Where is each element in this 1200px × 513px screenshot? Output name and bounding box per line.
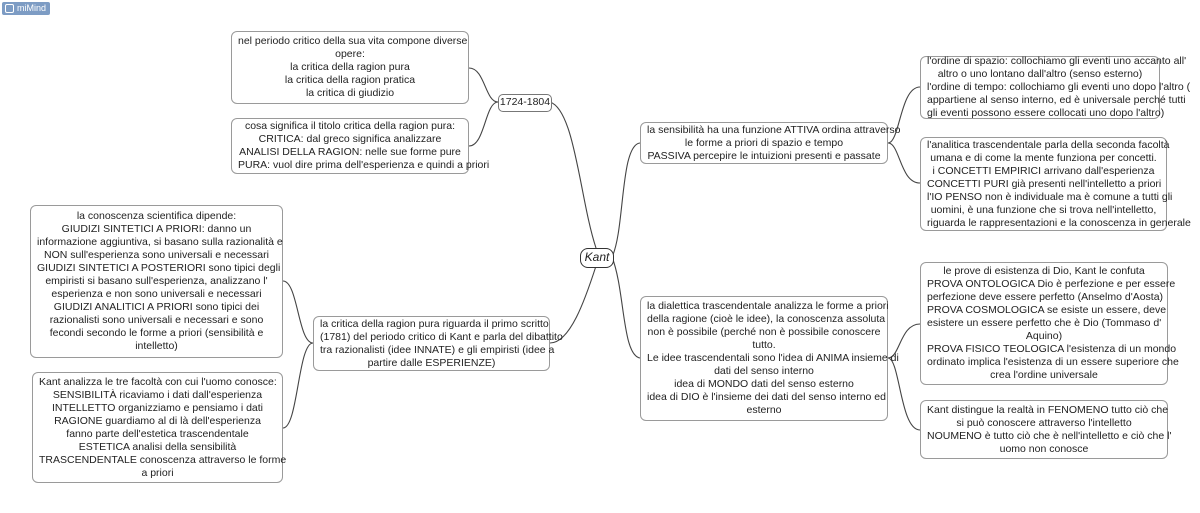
node-text-line: Le idee trascendentali sono l'idea di ANIMA insieme di <box>647 352 899 364</box>
node-text-line: nel periodo critico della sua vita compone diverse <box>238 35 468 47</box>
node-text-line: intelletto) <box>135 340 178 352</box>
node-text-line: esistere un essere perfetto che è Dio (Tommaso d' <box>927 317 1162 329</box>
node-text-line: della ragione (cioè le idee), la conoscenza assoluta <box>647 313 886 325</box>
link-kant-sensibilita <box>612 143 640 257</box>
node-spazio-tempo[interactable] <box>920 55 1191 119</box>
node-text-line: tra razionalisti (idee INNATE) e gli empiristi (idee a <box>320 343 555 356</box>
link-date-titolo <box>469 102 498 146</box>
node-text-line: idea di DIO è l'insieme dei dati del senso interno ed <box>647 391 886 403</box>
node-text-line: l'ordine di tempo: collochiamo gli eventi uno dopo l'altro ( <box>927 81 1191 93</box>
node-text-line: la critica della ragion pura <box>290 61 410 73</box>
node-text-line: dati del senso interno <box>714 365 814 377</box>
node-text-line: la critica della ragion pura riguarda il primo scritto <box>320 317 549 330</box>
node-text-line: altro o uno lontano dall'altro (senso esterno) <box>937 68 1143 80</box>
node-date[interactable]: 1724-1804 <box>498 94 552 112</box>
node-text-line: Kant distingue la realtà in FENOMENO tutto ciò che <box>927 403 1169 416</box>
node-text-line: idea di MONDO dati del senso esterno <box>674 378 854 390</box>
mimind-logo-icon <box>5 4 14 13</box>
node-text-line: TRASCENDENTALE conoscenza attraverso le forme <box>39 453 287 466</box>
node-text-line: tutto. <box>752 339 776 351</box>
node-text-line: esterno <box>746 404 782 416</box>
node-text-line: uomo non conosce <box>999 442 1089 455</box>
node-text-line: riguarda le rappresentazioni e la conoscenza in generale <box>927 216 1191 229</box>
node-text-line: SENSIBILITÀ ricaviamo i dati dall'esperienza <box>52 388 263 401</box>
node-conoscenza[interactable] <box>30 205 283 358</box>
node-text-line: perfezione deve essere perfetto (Anselmo d'Aosta) <box>927 291 1164 303</box>
node-text-line: ESTETICA analisi della sensibilità <box>78 440 237 453</box>
node-text-line: PROVA FISICO TEOLOGICA l'esistenza di un mondo <box>927 343 1177 355</box>
node-text-line: cosa significa il titolo critica della ragion pura: <box>244 120 456 132</box>
link-kant-dialettica <box>612 257 640 358</box>
node-text-line: fecondi secondo le forme a priori (sensibilità e <box>49 327 264 339</box>
mimind-badge[interactable] <box>2 2 50 15</box>
node-text-line: la sensibilità ha una funzione ATTIVA ordina attraverso <box>647 123 901 136</box>
node-titolo[interactable] <box>231 118 490 174</box>
node-text-line: partire dalle ESPERIENZE) <box>367 356 496 369</box>
node-text-line: umana e di come la mente funziona per concetti. <box>930 151 1157 164</box>
node-text-line: GIUDIZI SINTETICI A POSTERIORI sono tipici degli <box>37 262 281 274</box>
node-text-line: ordinato implica l'esistenza di un essere superiore che <box>927 356 1179 368</box>
node-text-line: appartiene al senso interno, ed è universale perché tutti <box>927 94 1186 106</box>
link-dial-fenomeno <box>888 358 920 430</box>
node-text-line: (1781) del periodo critico di Kant e parla del dibattito <box>320 330 563 343</box>
node-text-line: l'analitica trascendentale parla della seconda facoltà <box>927 138 1170 151</box>
node-text-line: razionalisti sono universali e necessari e sono <box>49 314 264 326</box>
node-text-line: la critica della ragion pratica <box>284 74 416 86</box>
node-text-line: gli eventi possono essere collocati uno dopo l'altro) <box>927 107 1165 119</box>
central-node-kant[interactable]: Kant <box>580 248 614 268</box>
node-text-line: Aquino) <box>1025 330 1063 342</box>
node-text-line: PASSIVA percepire le intuizioni presenti e passate <box>647 149 881 162</box>
node-text-line: le forme a priori di spazio e tempo <box>684 136 844 149</box>
node-text-line: PROVA ONTOLOGICA Dio è perfezione e per essere <box>927 278 1176 290</box>
node-text-line: si può conoscere attraverso l'intelletto <box>956 416 1132 429</box>
link-sens-analitica <box>888 143 920 183</box>
node-text-line: le prove di esistenza di Dio, Kant le confuta <box>943 265 1145 277</box>
link-critica-facolta <box>283 343 313 428</box>
node-opere[interactable] <box>231 31 469 104</box>
node-text-line: esperienza e non sono universali e necessari <box>51 288 262 300</box>
node-text-line: PROVA COSMOLOGICA se esiste un essere, deve <box>927 304 1167 316</box>
node-sensibilita[interactable] <box>640 122 901 164</box>
node-text-line: non è possibile (perché non è possibile conoscere <box>647 326 881 338</box>
node-text-line: l'IO PENSO non è individuale ma è comune a tutti gli <box>927 190 1173 203</box>
node-text-line: opere: <box>335 48 365 60</box>
link-date-opere <box>469 68 498 102</box>
node-text-line: INTELLETTO organizziamo e pensiamo i dati <box>51 401 264 414</box>
node-dialettica[interactable] <box>640 296 899 421</box>
node-text-line: CRITICA: dal greco significa analizzare <box>258 133 442 145</box>
node-text-line: informazione aggiuntiva, si basano sulla razionalità e <box>37 236 283 248</box>
link-kant-date <box>550 102 596 248</box>
node-text-line: a priori <box>141 466 174 479</box>
node-text-line: la dialettica trascendentale analizza le forme a priori <box>647 300 889 312</box>
node-text-line: GIUDIZI ANALITICI A PRIORI sono tipici dei <box>53 301 260 313</box>
node-text-line: la conoscenza scientifica dipende: <box>76 210 237 222</box>
node-text-line: NOUMENO è tutto ciò che è nell'intelletto e ciò che l' <box>927 429 1172 442</box>
node-text-line: uomini, è una funzione che si trova nell'intelletto, <box>930 203 1157 216</box>
node-text-line: l'ordine di spazio: collochiamo gli eventi uno accanto all' <box>927 55 1187 67</box>
node-text-line: empiristi si basano sull'esperienza, analizzano l' <box>45 275 268 287</box>
app-name: miMind <box>17 3 47 13</box>
node-text-line: ANALISI DELLA RAGION: nelle sue forme pure <box>239 146 461 158</box>
node-fenomeno[interactable] <box>920 400 1172 459</box>
node-facolta[interactable] <box>32 372 287 483</box>
node-text-line: RAGIONE guardiamo al di là dell'esperienza <box>54 414 261 427</box>
node-prove[interactable] <box>920 262 1179 385</box>
node-text-line: PURA: vuol dire prima dell'esperienza e quindi a priori <box>238 159 490 171</box>
node-critica[interactable] <box>313 316 563 371</box>
node-text-line: la critica di giudizio <box>305 87 395 99</box>
node-analitica[interactable] <box>920 137 1191 231</box>
node-text-line: crea l'ordine universale <box>990 369 1098 381</box>
node-text-line: GIUDIZI SINTETICI A PRIORI: danno un <box>61 223 252 235</box>
node-text-line: NON sull'esperienza sono universali e necessari <box>44 249 269 261</box>
node-text-line: fanno parte dell'estetica trascendentale <box>66 427 249 440</box>
node-text-line: CONCETTI PURI già presenti nell'intelletto a priori <box>927 177 1162 190</box>
node-text-line: Kant analizza le tre facoltà con cui l'uomo conosce: <box>39 375 277 388</box>
link-critica-conoscenza <box>283 281 313 343</box>
node-text-line: i CONCETTI EMPIRICI arrivano dall'esperienza <box>932 164 1155 177</box>
